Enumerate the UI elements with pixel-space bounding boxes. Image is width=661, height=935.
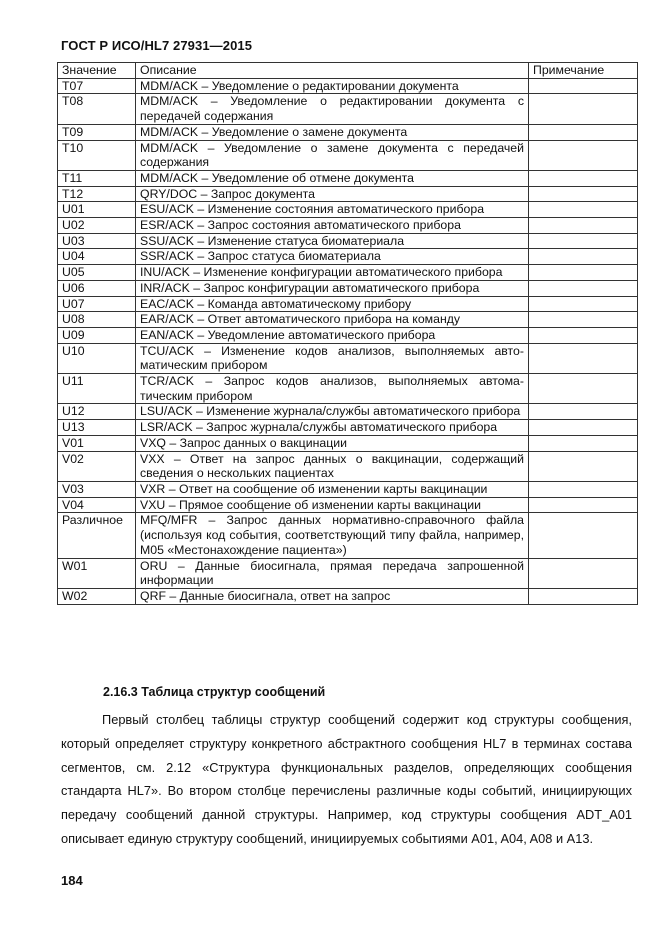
cell-code: T08 [58,94,136,124]
cell-description: VXU – Прямое сообщение об изменении карты вакцинации [136,497,529,513]
cell-note [529,481,638,497]
cell-description: ESU/ACK – Изменение состояния автоматического прибора [136,202,529,218]
cell-description: EAR/ACK – Ответ автоматического прибора на команду [136,312,529,328]
cell-description: TCU/ACK – Изменение кодов анализов, выполняемых автоматическим прибором [136,343,529,373]
table-row [58,513,638,558]
cell-description: VXQ – Запрос данных о вакцинации [136,435,529,451]
table-row [58,94,638,124]
cell-code: T07 [58,78,136,94]
column-header-note: Примечание [529,63,638,79]
cell-description: TCR/ACK – Запрос кодов анализов, выполняемых автоматическим прибором [136,374,529,404]
cell-code: U06 [58,280,136,296]
column-header-description: Описание [136,63,529,79]
cell-code: U13 [58,420,136,436]
table-row [58,451,638,481]
cell-note [529,233,638,249]
table-row [58,140,638,170]
cell-code: V04 [58,497,136,513]
table-row [58,481,638,497]
cell-note [529,186,638,202]
cell-description: MDM/ACK – Уведомление о редактировании документа [136,78,529,94]
cell-description: MDM/ACK – Уведомление о редактировании документа с передачей содержания [136,94,529,124]
cell-note [529,343,638,373]
cell-note [529,312,638,328]
cell-code: V01 [58,435,136,451]
cell-note [529,218,638,234]
cell-code: T11 [58,170,136,186]
table-row [58,233,638,249]
section-title: 2.16.3 Таблица структур сообщений [103,685,326,699]
cell-description: QRF – Данные биосигнала, ответ на запрос [136,588,529,604]
body-paragraph: Первый столбец таблицы структур сообщений содержит код структуры сообщения, который определяет структуру конкретного абстрактного сообщения HL7 в терминах состава сегментов, см. 2.12 «Структура функциональных разделов, определяющих сообщения стандарта HL7». Во втором столбце перечислены различные коды событий, инициирующих передачу сообщений данной структуры. Например, код структуры сообщения ADT_A01 описывает единую структуру сообщений, инициируемых событиями A01, A04, A08 и A13. [61,712,632,846]
cell-code: U08 [58,312,136,328]
table-row [58,312,638,328]
cell-description: VXX – Ответ на запрос данных о вакцинации, содержащий сведения о нескольких пациентах [136,451,529,481]
table-row [58,327,638,343]
cell-note [529,124,638,140]
cell-code: U05 [58,265,136,281]
cell-code: U03 [58,233,136,249]
table-row [58,170,638,186]
cell-note [529,404,638,420]
cell-note [529,249,638,265]
column-header-value: Значение [58,63,136,79]
cell-description: SSU/ACK – Изменение статуса биоматериала [136,233,529,249]
cell-description: MDM/ACK – Уведомление о замене документа с передачей содержания [136,140,529,170]
cell-code: U01 [58,202,136,218]
cell-code: U07 [58,296,136,312]
table-header-row [58,63,638,79]
cell-description: MDM/ACK – Уведомление об отмене документа [136,170,529,186]
cell-code: V02 [58,451,136,481]
table-row [58,296,638,312]
cell-note [529,94,638,124]
cell-note [529,202,638,218]
cell-description: VXR – Ответ на сообщение об изменении карты вакцинации [136,481,529,497]
table-row [58,218,638,234]
cell-code: Различное [58,513,136,558]
table-row [58,558,638,588]
table-row [58,404,638,420]
cell-description: LSR/ACK – Запрос журнала/службы автоматического прибора [136,420,529,436]
cell-note [529,497,638,513]
cell-code: U12 [58,404,136,420]
cell-description: LSU/ACK – Изменение журнала/службы автоматического прибора [136,404,529,420]
cell-description: EAN/ACK – Уведомление автоматического прибора [136,327,529,343]
event-codes-table [57,62,638,605]
table-row [58,202,638,218]
cell-note [529,513,638,558]
table-row [58,374,638,404]
cell-note [529,588,638,604]
cell-note [529,296,638,312]
table-row [58,265,638,281]
cell-description: MFQ/MFR – Запрос данных нормативно-справочного файла (используя код события, соответствующий типу файла, например, M05 «Местонахождение пациента») [136,513,529,558]
table-row [58,420,638,436]
cell-code: T12 [58,186,136,202]
table-row [58,124,638,140]
cell-code: T10 [58,140,136,170]
cell-note [529,451,638,481]
cell-code: U04 [58,249,136,265]
cell-code: W02 [58,588,136,604]
cell-note [529,558,638,588]
page-header: ГОСТ Р ИСО/HL7 27931—2015 [61,38,253,53]
table-row [58,78,638,94]
cell-code: U11 [58,374,136,404]
cell-description: ESR/ACK – Запрос состояния автоматического прибора [136,218,529,234]
cell-note [529,280,638,296]
cell-description: INU/ACK – Изменение конфигурации автоматического прибора [136,265,529,281]
cell-code: U10 [58,343,136,373]
cell-description: QRY/DOC – Запрос документа [136,186,529,202]
cell-note [529,140,638,170]
cell-code: V03 [58,481,136,497]
cell-note [529,265,638,281]
table-row [58,343,638,373]
table-row [58,435,638,451]
cell-description: SSR/ACK – Запрос статуса биоматериала [136,249,529,265]
table-row [58,588,638,604]
table-row [58,249,638,265]
cell-note [529,420,638,436]
cell-description: INR/ACK – Запрос конфигурации автоматического прибора [136,280,529,296]
table-body [58,78,638,604]
cell-note [529,327,638,343]
table-row [58,497,638,513]
cell-code: U02 [58,218,136,234]
cell-note [529,78,638,94]
cell-description: EAC/ACK – Команда автоматическому прибору [136,296,529,312]
cell-code: T09 [58,124,136,140]
cell-description: MDM/ACK – Уведомление о замене документа [136,124,529,140]
table-row [58,280,638,296]
page-number: 184 [61,873,83,888]
cell-description: ORU – Данные биосигнала, прямая передача запрошенной информации [136,558,529,588]
cell-note [529,435,638,451]
cell-note [529,374,638,404]
cell-note [529,170,638,186]
cell-code: U09 [58,327,136,343]
cell-code: W01 [58,558,136,588]
table-row [58,186,638,202]
